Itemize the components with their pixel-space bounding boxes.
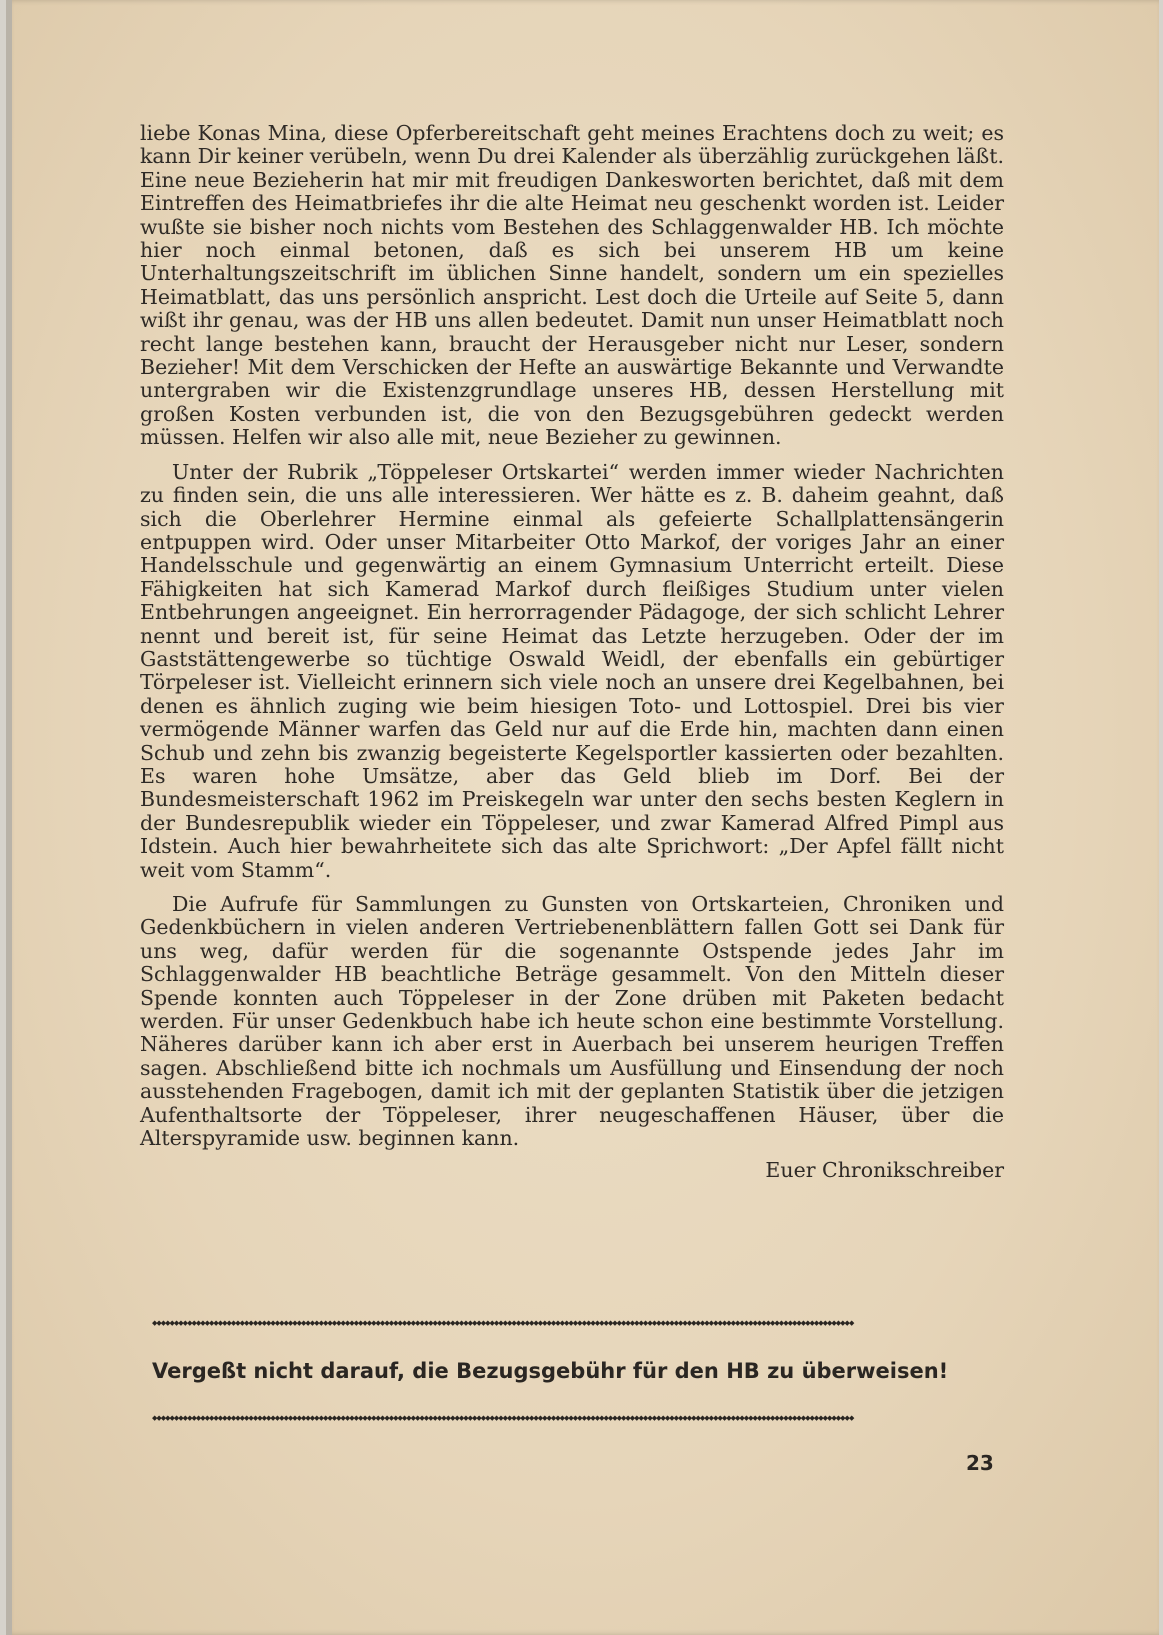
scan-edge: [6, 0, 12, 1635]
page-number: 23: [966, 1451, 994, 1475]
signature: Euer Chronikschreiber: [765, 1158, 1004, 1183]
article-body: [140, 122, 1004, 1183]
paragraph-3: Die Aufrufe für Sammlungen zu Gunsten von Ortskarteien, Chroniken und Gedenkbüchern in vielen anderen Vertriebenenblättern fallen Gott sei Dank für uns weg, dafür werden für die sogenannte Ostspende jedes Jahr im Schlaggenwalder HB beachtliche Beträge gesammelt. Von den Mitteln dieser Spende konnten auch Töppeleser in der Zone drüben mit Paketen bedacht werden. Für unser Gedenkbuch habe ich heute schon eine bestimmte Vorstellung. Näheres darüber kann ich aber erst in Auerbach bei unserem heurigen Treffen sagen. Abschließend bitte ich nochmals um Ausfüllung und Einsendung der noch ausstehenden Fragebogen, damit ich mit der geplanten Statistik über die jetzigen Aufenthaltsorte der Töppeleser, ihrer neugeschaffenen Häuser, über die Alterspyramide usw. beginnen kann.: [140, 892, 1004, 1151]
paragraph-1: liebe Konas Mina, diese Opferbereitschaft geht meines Erachtens doch zu weit; es kann Dir keiner verübeln, wenn Du drei Kalender als überzählig zurückgehen läßt. Eine neue Bezieherin hat mir mit freudigen Dankesworten berichtet, daß mit dem Eintreffen des Heimatbriefes ihr die alte Heimat neu geschenkt worden ist. Leider wußte sie bisher noch nichts vom Bestehen des Schlaggenwalder HB. Ich möchte hier noch einmal betonen, daß es sich bei unserem HB um keine Unterhaltungszeitschrift im üblichen Sinne handelt, sondern um ein spezielles Heimatblatt, das uns persönlich anspricht. Lest doch die Urteile auf Seite 5, dann wißt ihr genau, was der HB uns allen bedeutet. Damit nun unser Heimatblatt noch recht lange bestehen kann, braucht der Herausgeber nicht nur Leser, sondern Bezieher! Mit dem Verschicken der Hefte an auswärtige Bekannte und Verwandte untergraben wir die Existenzgrundlage unseres HB, dessen Herstellung mit großen Kosten verbunden ist, die von den Bezugsgebühren gedeckt werden müssen. Helfen wir also alle mit, neue Bezieher zu gewinnen.: [140, 121, 1004, 450]
document-page: [6, 0, 1159, 1635]
paragraph-2: Unter der Rubrik „Töppeleser Ortskartei“ werden immer wieder Nachrichten zu finden sein, die uns alle interessieren. Wer hätte es z. B. daheim geahnt, daß sich die Oberlehrer Hermine einmal als gefeierte Schallplattensängerin entpuppen wird. Oder unser Mitarbeiter Otto Markof, der voriges Jahr an einer Handelsschule und gegenwärtig an einem Gymnasium Unterricht erteilt. Diese Fähigkeiten hat sich Kamerad Markof durch fleißiges Studium unter vielen Entbehrungen angeeignet. Ein herrorragender Pädagoge, der sich schlicht Lehrer nennt und bereit ist, für seine Heimat das Letzte herzugeben. Oder der im Gaststättengewerbe so tüchtige Oswald Weidl, der ebenfalls ein gebürtiger Törpeleser ist. Vielleicht erinnern sich viele noch an unsere drei Kegelbahnen, bei denen es ähnlich zuging wie beim hiesigen Toto- und Lottospiel. Drei bis vier vermögende Männer warfen das Geld nur auf die Erde hin, machten dann einen Schub und zehn bis zwanzig begeisterte Kegelsportler kassierten oder bezahlten. Es waren hohe Umsätze, aber das Geld blieb im Dorf. Bei der Bundesmeisterschaft 1962 im Preiskegeln war unter den sechs besten Keglern in der Bundesrepublik wieder ein Töppeleser, und zwar Kamerad Alfred Pimpl aus Idstein. Auch hier bewahrheitete sich das alte Sprichwort: „Der Apfel fällt nicht weit vom Stamm“.: [140, 459, 1004, 882]
payment-reminder: Vergeßt nicht darauf, die Bezugsgebühr für den HB zu überweisen!: [152, 1359, 949, 1383]
ornamental-divider-bottom: ◆◆◆◆◆◆◆◆◆◆◆◆◆◆◆◆◆◆◆◆◆◆◆◆◆◆◆◆◆◆◆◆◆◆◆◆◆◆◆◆◆◆◆◆◆◆◆◆◆◆◆◆◆◆◆◆◆◆◆◆◆◆◆◆◆◆◆◆◆◆◆◆◆◆◆◆◆◆◆◆◆◆◆◆◆◆◆◆◆◆◆◆◆◆◆◆◆◆◆◆◆◆◆◆◆◆◆◆◆◆◆◆◆◆◆◆◆◆◆◆◆◆◆◆◆◆◆◆◆◆◆◆◆◆◆◆◆◆◆◆◆◆◆◆◆◆◆◆◆◆◆◆◆◆◆◆◆◆◆◆: [152, 1414, 854, 1422]
ornamental-divider-top: ◆◆◆◆◆◆◆◆◆◆◆◆◆◆◆◆◆◆◆◆◆◆◆◆◆◆◆◆◆◆◆◆◆◆◆◆◆◆◆◆◆◆◆◆◆◆◆◆◆◆◆◆◆◆◆◆◆◆◆◆◆◆◆◆◆◆◆◆◆◆◆◆◆◆◆◆◆◆◆◆◆◆◆◆◆◆◆◆◆◆◆◆◆◆◆◆◆◆◆◆◆◆◆◆◆◆◆◆◆◆◆◆◆◆◆◆◆◆◆◆◆◆◆◆◆◆◆◆◆◆◆◆◆◆◆◆◆◆◆◆◆◆◆◆◆◆◆◆◆◆◆◆◆◆◆◆◆◆◆◆: [152, 1319, 854, 1327]
